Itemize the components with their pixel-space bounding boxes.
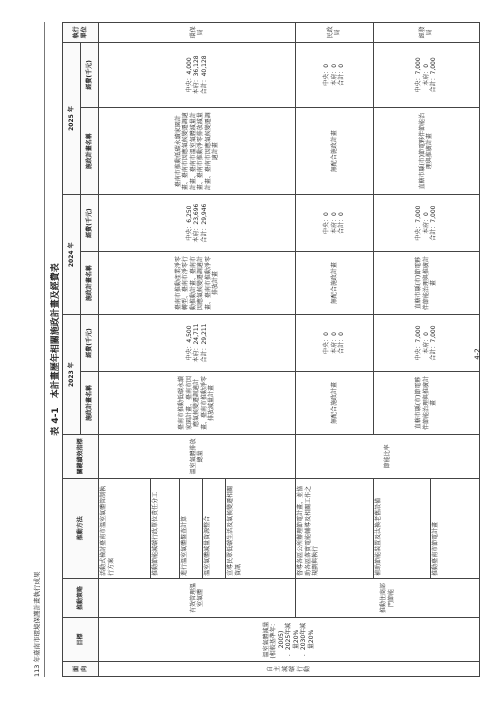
cell-agency: 民政局	[296, 23, 374, 43]
cell-budget-2025: 中央：0 本府：0 合計：0	[296, 42, 374, 107]
cell-goal: 溫室氣體減量(相較基準年：2005) ．2025年減量20% ．2030年減量20%	[99, 618, 480, 662]
cell-plan-2025: 無配合施政計畫	[296, 108, 374, 195]
cell-method: 推動節能減碳行政單位責任分工	[151, 478, 179, 578]
header-text: 113 年臺南市環境保護計畫執行成果	[33, 571, 41, 677]
cell-strategy: 有效管理溫室氣體	[99, 578, 296, 617]
cell-agency: 環保局	[99, 23, 296, 43]
cell-strategy: 推動住商部門節能	[296, 578, 480, 617]
table-caption: 表 4-1 本計畫歷年相關施政計畫及經費表	[51, 263, 61, 436]
col-method: 推動方法	[63, 478, 99, 578]
col-2023: 2023 年	[63, 315, 81, 435]
col-plan-2024: 施政計畫名稱	[81, 251, 99, 314]
cell-method: 推動臺南市節電計畫	[430, 478, 479, 578]
running-header	[30, 22, 45, 677]
col-agency: 執行單位	[63, 23, 99, 43]
cell-method: 進行溫室氣體盤查計算	[179, 478, 202, 578]
col-aspect: 面向	[63, 661, 99, 676]
table-row	[373, 23, 430, 677]
col-kpi: 關鍵績效指標	[63, 435, 99, 479]
page-number: 4-2	[473, 348, 482, 360]
cell-plan-2025: 臺南市推動低碳永續家園計畫、臺南市因應氣候變遷調適計畫、臺南市溫室氣體減量計畫、臺南市推動淨零排放減量計畫、臺南市因應氣候變遷調適計畫	[99, 108, 296, 195]
table-row	[296, 23, 374, 677]
cell-plan-2024: 臺南市推動產業淨零轉型、臺南市淨零行動推動計畫、臺南市因應氣候變遷調適計畫、臺南市推動淨零排放計畫	[99, 251, 296, 314]
cell-budget-2023: 中央：0 本府：0 合計：0	[296, 315, 374, 372]
col-budget-2025: 經費(千元)	[81, 42, 99, 107]
cell-budget-2023: 中央：4,500 本府：24,711 合計：29,211	[99, 315, 296, 372]
budget-table	[62, 22, 480, 677]
col-budget-2023: 經費(千元)	[81, 315, 99, 372]
cell-plan-2023: 臺南市推動低碳永續家園計畫、臺南市因應氣候變遷調適計畫、臺南市推動淨零排放減量計畫	[99, 371, 296, 434]
col-2024: 2024 年	[63, 195, 81, 315]
cell-budget-2024: 中央：6,250 本府：23,696 合計：29,946	[99, 195, 296, 252]
cell-kpi: 溫室氣體排放總量	[99, 435, 296, 479]
cell-plan-2024: 無配合施政計畫	[296, 251, 374, 314]
col-2025: 2025 年	[63, 42, 81, 195]
cell-plan-2023: 直轄市縣(市)節電夥伴節能治理與推廣計畫	[373, 371, 479, 434]
cell-budget-2023: 中央：7,000 本府：0 合計：7,000	[373, 315, 479, 372]
col-plan-2025: 施政計畫名稱	[81, 108, 99, 195]
cell-plan-2023: 無配合施政計畫	[296, 371, 374, 434]
col-goal: 目標	[63, 618, 99, 662]
cell-budget-2025: 中央：7,000 本府：0 合計：7,000	[373, 42, 479, 107]
col-budget-2024: 經費(千元)	[81, 195, 99, 252]
cell-plan-2024: 直轄市縣(市)節電夥伴節能治理與推廣計畫	[373, 251, 479, 314]
header-row-1	[63, 23, 81, 677]
cell-kpi: 節能比率	[296, 435, 480, 479]
table-row	[99, 23, 151, 677]
cell-method: 補助節能裝置及汰換老舊設備	[373, 478, 430, 578]
cell-method: 活動式檢討臺南市溫室氣體管制執行方案	[99, 478, 151, 578]
cell-method: 宣導民眾低碳生活及氣候變遷相關資訊	[226, 478, 296, 578]
col-plan-2023: 施政計畫名稱	[81, 371, 99, 434]
cell-budget-2024: 中央：0 本府：0 合計：0	[296, 195, 374, 252]
cell-aspect: 自主減碳行動	[99, 661, 480, 676]
cell-method: 督導各區公所辦理節電計畫，並協助各區落實電能輔導及相關工作之規劃與執行	[296, 478, 374, 578]
cell-method: 溫室氣體減量資源整合	[202, 478, 225, 578]
cell-agency: 經發局	[373, 23, 479, 43]
cell-budget-2025: 中央：4,000 本府：36,128 合計：40,128	[99, 42, 296, 107]
cell-plan-2025: 直轄市縣(市)節電夥伴節能治理與推廣計畫	[373, 108, 479, 195]
rotated-page	[30, 22, 482, 677]
col-strategy: 推動策略	[63, 578, 99, 617]
cell-budget-2024: 中央：7,000 本府：0 合計：7,000	[373, 195, 479, 252]
